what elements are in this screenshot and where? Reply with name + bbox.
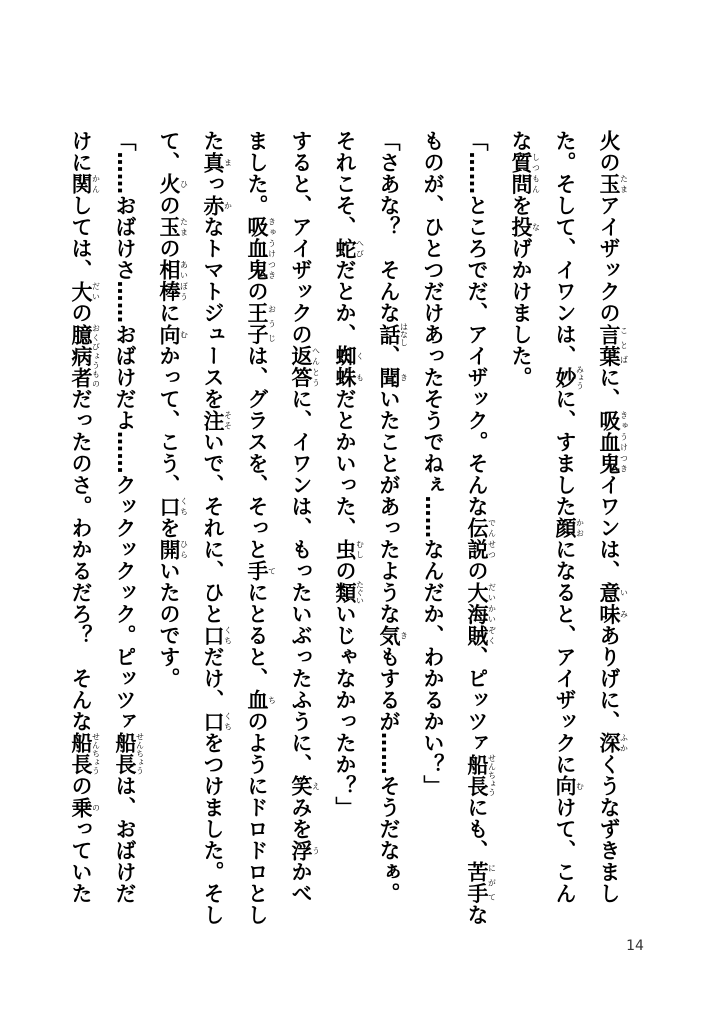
ruby-word: [333, 237, 365, 260]
text-line: [279, 130, 323, 920]
text-segment: の: [245, 280, 269, 302]
furigana: へんとう: [311, 345, 321, 388]
ruby-word: [597, 173, 629, 195]
text-segment: ありげに、: [597, 624, 621, 732]
ruby-base: 伝説: [465, 517, 489, 560]
ruby-base: 顔: [553, 517, 577, 539]
ruby-word: [465, 581, 497, 647]
ruby-word: [245, 302, 277, 345]
ruby-base: 吸血鬼: [245, 216, 269, 281]
text-segment: を: [157, 517, 181, 539]
ruby-word: [597, 409, 629, 475]
furigana: みょう: [575, 365, 585, 390]
ruby-base: 吸血鬼: [597, 409, 621, 474]
furigana: たま: [179, 216, 189, 238]
ruby-word: [245, 216, 277, 281]
furigana: だい: [91, 280, 101, 302]
text-segment: だとかいった、: [333, 388, 357, 539]
ruby-base: 乗: [69, 796, 93, 818]
text-segment: になると、アイザックに: [553, 538, 577, 775]
ruby-base: 玉: [157, 216, 181, 238]
text-segment: な: [465, 904, 489, 926]
ruby-base: 気: [377, 624, 401, 646]
text-segment: の: [157, 194, 181, 216]
text-line: [411, 130, 455, 920]
furigana: くち: [223, 624, 233, 646]
text-line: [103, 130, 147, 920]
text-line: [587, 130, 631, 920]
text-segment: けて、こん: [553, 796, 577, 904]
text-segment: の: [69, 302, 93, 324]
furigana: きゅうけつき: [619, 409, 629, 474]
ruby-word: [113, 732, 145, 775]
ruby-word: [289, 345, 321, 388]
furigana: だいかいぞく: [487, 581, 497, 646]
ruby-base: 質問: [509, 151, 533, 195]
ruby-word: [69, 796, 101, 819]
text-segment: かって、こう、: [157, 345, 181, 496]
ruby-base: 注: [201, 409, 225, 431]
text-segment: た。そして、イワンは、: [553, 130, 577, 367]
ruby-base: 開: [157, 538, 181, 560]
text-segment: なトマトジュースを: [201, 216, 225, 410]
ruby-base: 赤: [201, 194, 225, 216]
ruby-base: 口: [201, 624, 225, 646]
ruby-base: 大: [69, 280, 93, 302]
ruby-word: [201, 194, 233, 217]
furigana: え: [311, 775, 321, 797]
text-segment: 「……ところでだ、アイザック。そんな: [465, 130, 489, 517]
text-line: [543, 130, 587, 920]
ruby-base: 火: [157, 173, 181, 195]
ruby-word: [597, 323, 629, 367]
text-segment: イワンは、: [597, 474, 621, 582]
ruby-base: 手: [245, 560, 269, 582]
furigana: くも: [355, 345, 365, 388]
text-segment: 「さあな？ そんな: [377, 130, 401, 324]
ruby-base: 投: [509, 216, 533, 238]
text-segment: にも、: [465, 796, 489, 861]
furigana: む: [575, 775, 585, 797]
text-segment: 「……おばけさ……おばけだよ……クックックック。ピッツァ: [113, 130, 137, 732]
ruby-base: 相棒: [157, 259, 181, 302]
ruby-base: 類: [333, 580, 357, 605]
furigana: いみ: [619, 581, 629, 625]
text-segment: た: [201, 130, 225, 152]
text-line: [499, 130, 543, 920]
text-segment: 、ピッツァ: [465, 646, 489, 754]
ruby-word: [597, 581, 629, 625]
ruby-word: [69, 732, 101, 775]
ruby-word: [157, 538, 189, 561]
ruby-base: 向: [553, 775, 577, 797]
furigana: くち: [223, 710, 233, 732]
ruby-word: [201, 409, 233, 432]
text-segment: っ: [201, 173, 225, 195]
text-segment: は、グラスを、そっと: [245, 345, 269, 560]
ruby-word: [157, 216, 189, 238]
ruby-word: [157, 173, 189, 195]
ruby-word: [465, 517, 497, 560]
ruby-base: 話: [377, 322, 401, 347]
furigana: て: [267, 560, 277, 582]
ruby-word: [553, 775, 585, 797]
ruby-word: [333, 538, 365, 561]
text-segment: っていた: [69, 818, 93, 904]
ruby-base: 玉: [597, 173, 621, 195]
furigana: むし: [355, 538, 365, 560]
ruby-base: 大海賊: [465, 581, 489, 646]
text-segment: に: [157, 302, 181, 324]
text-segment: ものが、ひとつだけあったそうでねぇ……なんだか、わかるかい？」: [421, 130, 445, 797]
ruby-base: 船長: [113, 732, 137, 775]
furigana: せんちょう: [487, 753, 497, 797]
ruby-base: 浮: [289, 839, 313, 861]
ruby-word: [509, 151, 541, 195]
ruby-base: 口: [157, 495, 181, 517]
furigana: ひ: [179, 173, 189, 195]
text-segment: ました。: [245, 130, 269, 216]
ruby-base: 聞: [377, 366, 401, 388]
text-segment: いたのです。: [157, 560, 181, 689]
furigana: あいぼう: [179, 259, 189, 302]
text-segment: を: [509, 194, 533, 216]
furigana: にがて: [487, 861, 497, 904]
ruby-base: 血: [245, 689, 269, 711]
furigana: う: [311, 839, 321, 861]
text-segment: は、おばけだ: [113, 775, 137, 904]
text-segment: の: [157, 237, 181, 259]
ruby-word: [465, 861, 497, 904]
furigana: ふか: [619, 732, 629, 754]
furigana: ことば: [619, 323, 629, 367]
ruby-base: 関: [69, 173, 93, 195]
text-segment: だけ、: [201, 646, 225, 711]
text-segment: な: [509, 130, 533, 152]
text-line: [147, 130, 191, 920]
text-segment: にとると、: [245, 581, 269, 689]
text-line: [323, 130, 367, 920]
text-segment: かべ: [289, 861, 313, 904]
ruby-base: 船長: [69, 732, 93, 775]
ruby-base: 虫: [333, 538, 357, 560]
ruby-base: 船長: [465, 753, 489, 797]
ruby-word: [289, 839, 321, 862]
ruby-base: 笑: [289, 775, 313, 797]
ruby-word: [597, 732, 629, 754]
text-segment: のようにドロドロとし: [245, 710, 269, 926]
ruby-word: [333, 345, 365, 388]
furigana: かん: [91, 173, 101, 195]
ruby-word: [201, 710, 233, 733]
ruby-base: 蛇: [333, 237, 357, 259]
ruby-word: [553, 365, 585, 390]
furigana: ま: [223, 151, 233, 173]
ruby-word: [289, 775, 321, 797]
text-segment: 火: [597, 130, 621, 152]
text-line: [59, 130, 103, 920]
ruby-base: 返答: [289, 345, 313, 388]
furigana: き: [399, 366, 409, 388]
furigana: の: [91, 796, 101, 818]
furigana: でんせつ: [487, 517, 497, 560]
text-segment: しては、: [69, 194, 93, 281]
ruby-word: [157, 259, 189, 302]
ruby-base: 妙: [553, 365, 577, 390]
ruby-base: 意味: [597, 581, 621, 625]
text-line: [191, 130, 235, 926]
furigana: か: [223, 194, 233, 216]
furigana: ひら: [179, 538, 189, 560]
text-segment: をつけました。そし: [201, 732, 225, 926]
text-segment: の: [465, 560, 489, 582]
text-line: [455, 130, 499, 926]
furigana: へび: [355, 237, 365, 259]
text-segment: げかけました。: [509, 237, 533, 388]
ruby-word: [157, 495, 189, 518]
ruby-word: [69, 280, 101, 303]
ruby-base: 口: [201, 710, 225, 732]
text-segment: いたことがあったような: [377, 388, 401, 625]
ruby-word: [377, 366, 409, 389]
ruby-base: 深: [597, 732, 621, 754]
ruby-base: 真: [201, 151, 225, 173]
text-segment: て、: [157, 130, 181, 173]
text-segment: だったのさ。わかるだろ？ そんな: [69, 388, 93, 732]
furigana: おうじ: [267, 302, 277, 345]
text-line: [235, 130, 279, 926]
ruby-base: 向: [157, 323, 181, 345]
text-segment: アイザックの: [597, 194, 621, 324]
text-segment: けに: [69, 130, 93, 173]
text-segment: 、: [377, 345, 401, 367]
ruby-word: [465, 753, 497, 797]
furigana: ち: [267, 689, 277, 711]
text-segment: に、すました: [553, 388, 577, 517]
ruby-word: [245, 560, 277, 582]
text-segment: の: [333, 560, 357, 582]
text-segment: それこそ、: [333, 130, 357, 238]
text-segment: いじゃなかったか？」: [333, 603, 357, 818]
text-segment: に、: [597, 366, 621, 410]
text-segment: だとか、: [333, 259, 357, 345]
text-segment: の: [69, 775, 93, 797]
furigana: せんちょう: [135, 732, 145, 775]
ruby-base: 王子: [245, 302, 269, 345]
furigana: き: [399, 624, 409, 646]
furigana: そそ: [223, 409, 233, 431]
text-line: [367, 130, 411, 920]
ruby-word: [69, 323, 101, 389]
text-segment: の: [597, 151, 621, 173]
text-segment: みを: [289, 796, 313, 840]
ruby-word: [69, 173, 101, 195]
furigana: たま: [619, 173, 629, 195]
ruby-word: [509, 216, 541, 238]
furigana: たぐい: [355, 580, 365, 605]
furigana: かお: [575, 517, 585, 539]
furigana: む: [179, 323, 189, 345]
ruby-base: 蜘蛛: [333, 345, 357, 388]
furigana: くち: [179, 495, 189, 517]
vertical-text-body: [59, 130, 631, 926]
ruby-word: [377, 322, 409, 347]
furigana: はなし: [399, 322, 409, 347]
text-segment: もするが……そうだなぁ。: [377, 646, 401, 904]
text-segment: くうなずきまし: [597, 753, 621, 904]
ruby-word: [157, 323, 189, 346]
text-segment: に、イワンは、もったいぶったふうに、: [289, 388, 313, 775]
ruby-word: [377, 624, 409, 647]
furigana: せんちょう: [91, 732, 101, 775]
furigana: しつもん: [531, 151, 541, 195]
ruby-base: 苦手: [465, 861, 489, 904]
page-number: 14: [626, 938, 644, 954]
text-segment: すると、アイザックの: [289, 130, 313, 345]
text-segment: いで、それに、ひと: [201, 431, 225, 625]
ruby-base: 言葉: [597, 323, 621, 367]
furigana: おくびょうもの: [91, 323, 101, 388]
furigana: きゅうけつき: [267, 216, 277, 281]
ruby-word: [245, 689, 277, 711]
ruby-word: [553, 517, 585, 539]
ruby-word: [201, 151, 233, 174]
ruby-base: 臆病者: [69, 323, 93, 388]
ruby-word: [333, 580, 365, 605]
ruby-word: [201, 624, 233, 647]
furigana: な: [531, 216, 541, 238]
